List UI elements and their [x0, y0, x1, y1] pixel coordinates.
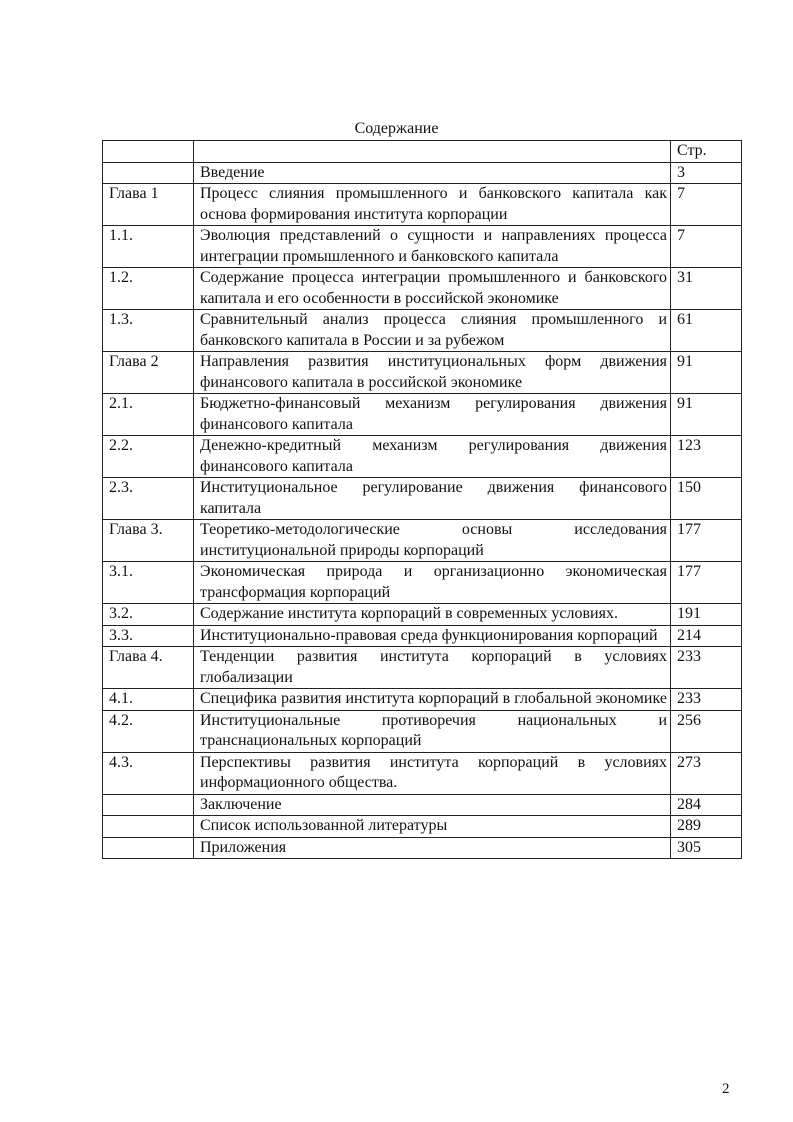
toc-row [103, 310, 742, 352]
toc-row-title: Сравнительный анализ процесса слияния промышленного и банковского капитала в России и за рубежом [194, 310, 671, 352]
toc-row-number: 1.2. [103, 268, 194, 310]
toc-table [102, 140, 742, 859]
toc-row-number [103, 794, 194, 816]
page-number: 2 [722, 1081, 730, 1097]
toc-row-number: 3.3. [103, 625, 194, 647]
toc-row-page: 3 [671, 162, 742, 184]
toc-row-page: 191 [671, 604, 742, 626]
toc-row-page: 177 [671, 520, 742, 562]
toc-row-page: 91 [671, 352, 742, 394]
toc-row [103, 162, 742, 184]
toc-row-title: Содержание института корпораций в современных условиях. [194, 604, 671, 626]
toc-row-page: 91 [671, 394, 742, 436]
toc-row-page: 7 [671, 184, 742, 226]
toc-row [103, 752, 742, 794]
toc-row-page: 273 [671, 752, 742, 794]
toc-row [103, 184, 742, 226]
toc-row-page: 284 [671, 794, 742, 816]
toc-header-num [103, 141, 194, 163]
toc-row-title: Заключение [194, 794, 671, 816]
toc-row-page: 150 [671, 478, 742, 520]
toc-row [103, 794, 742, 816]
toc-row-number: 4.3. [103, 752, 194, 794]
toc-row-page: 233 [671, 647, 742, 689]
toc-row-title: Перспективы развития института корпораций в условиях информационного общества. [194, 752, 671, 794]
toc-row [103, 268, 742, 310]
toc-header-row [103, 141, 742, 163]
toc-row-page: 289 [671, 816, 742, 838]
toc-row-page: 177 [671, 562, 742, 604]
toc-row [103, 816, 742, 838]
toc-row-title: Институциональные противоречия национальных и транснациональных корпораций [194, 710, 671, 752]
toc-row-page: 256 [671, 710, 742, 752]
toc-row-number: Глава 1 [103, 184, 194, 226]
toc-row-number: 2.3. [103, 478, 194, 520]
toc-row-number: Глава 2 [103, 352, 194, 394]
toc-row [103, 562, 742, 604]
toc-row [103, 436, 742, 478]
toc-row-number: 1.1. [103, 226, 194, 268]
toc-body [103, 141, 742, 859]
toc-row-title: Экономическая природа и организационно экономическая трансформация корпораций [194, 562, 671, 604]
toc-row-title: Институционально-правовая среда функционирования корпораций [194, 625, 671, 647]
toc-row [103, 352, 742, 394]
toc-row-number [103, 162, 194, 184]
toc-header-page: Стр. [671, 141, 742, 163]
toc-row [103, 520, 742, 562]
toc-row-title: Введение [194, 162, 671, 184]
toc-row-title: Теоретико-методологические основы исследования институциональной природы корпораций [194, 520, 671, 562]
toc-header-title [194, 141, 671, 163]
toc-row-number: Глава 3. [103, 520, 194, 562]
toc-row-title: Содержание процесса интеграции промышленного и банковского капитала и его особенности в российской экономике [194, 268, 671, 310]
toc-row-title: Тенденции развития института корпораций в условиях глобализации [194, 647, 671, 689]
toc-row-page: 214 [671, 625, 742, 647]
toc-row-number: 3.1. [103, 562, 194, 604]
toc-row [103, 394, 742, 436]
toc-row-number: 2.1. [103, 394, 194, 436]
toc-row [103, 689, 742, 711]
toc-row-title: Бюджетно-финансовый механизм регулирования движения финансового капитала [194, 394, 671, 436]
toc-row-number [103, 816, 194, 838]
toc-row-number: Глава 4. [103, 647, 194, 689]
toc-row [103, 837, 742, 859]
toc-row-page: 305 [671, 837, 742, 859]
toc-row [103, 226, 742, 268]
toc-row-page: 123 [671, 436, 742, 478]
toc-row [103, 604, 742, 626]
toc-row-title: Институциональное регулирование движения финансового капитала [194, 478, 671, 520]
toc-row-page: 61 [671, 310, 742, 352]
toc-row-page: 7 [671, 226, 742, 268]
toc-row-page: 31 [671, 268, 742, 310]
toc-row-number: 4.2. [103, 710, 194, 752]
toc-row-title: Процесс слияния промышленного и банковского капитала как основа формирования института корпорации [194, 184, 671, 226]
toc-row [103, 710, 742, 752]
toc-row-title: Денежно-кредитный механизм регулирования движения финансового капитала [194, 436, 671, 478]
toc-row-title: Список использованной литературы [194, 816, 671, 838]
toc-row-number: 1.3. [103, 310, 194, 352]
toc-row-title: Эволюция представлений о сущности и направлениях процесса интеграции промышленного и банковского капитала [194, 226, 671, 268]
toc-row-title: Приложения [194, 837, 671, 859]
toc-row-number: 4.1. [103, 689, 194, 711]
toc-row-number: 3.2. [103, 604, 194, 626]
toc-row [103, 478, 742, 520]
toc-row-title: Специфика развития института корпораций в глобальной экономике [194, 689, 671, 711]
toc-row [103, 647, 742, 689]
toc-row [103, 625, 742, 647]
toc-row-number: 2.2. [103, 436, 194, 478]
toc-row-page: 233 [671, 689, 742, 711]
toc-row-number [103, 837, 194, 859]
page-title: Содержание [354, 120, 439, 137]
toc-row-title: Направления развития институциональных форм движения финансового капитала в российской экономике [194, 352, 671, 394]
